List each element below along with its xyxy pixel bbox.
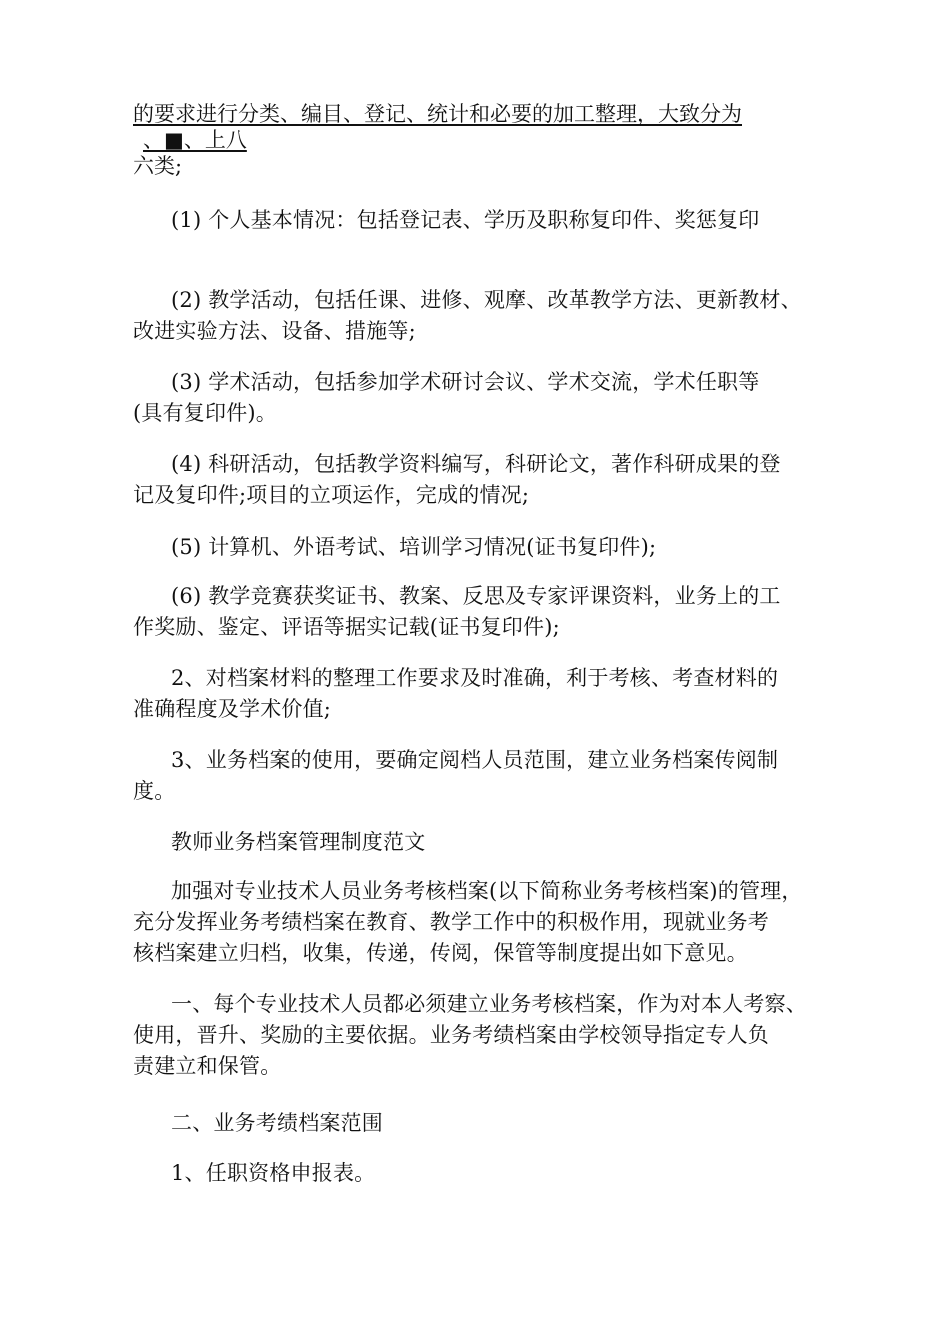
heading-line: 二、业务考绩档案范围 — [171, 1111, 383, 1135]
paragraph-line: 使用，晋升、奖励的主要依据。业务考绩档案由学校领导指定专人负 — [133, 1023, 769, 1047]
paragraph-line: 准确程度及学术价值; — [133, 697, 332, 721]
paragraph-line: 2、对档案材料的整理工作要求及时准确，利于考核、考查材料的 — [171, 666, 779, 690]
list-item-1 — [133, 205, 838, 236]
point-3 — [133, 745, 838, 807]
list-item-line: (5) 计算机、外语考试、培训学习情况(证书复印件); — [171, 535, 657, 559]
list-item-line: (1) 个人基本情况：包括登记表、学历及职称复印件、奖惩复印 — [171, 208, 760, 232]
list-item-line: (4) 科研活动，包括教学资料编写，科研论文，著作科研成果的登 — [171, 452, 781, 476]
paragraph-line: 加强对专业技术人员业务考核档案(以下简称业务考核档案)的管理， — [171, 879, 803, 903]
list-item-line: (6) 教学竞赛获奖证书、教案、反思及专家评课资料，业务上的工 — [171, 584, 781, 608]
paragraph-line: 责建立和保管。 — [133, 1054, 282, 1078]
paragraph-line: 3、业务档案的使用，要确定阅档人员范围，建立业务档案传阅制 — [171, 748, 779, 772]
list-item-line: 记及复印件;项目的立项运作，完成的情况; — [133, 483, 530, 507]
list-item-line: (2) 教学活动，包括任课、进修、观摩、改革教学方法、更新教材、 — [171, 288, 802, 312]
intro-line-3: 六类; — [133, 154, 183, 178]
paragraph-line: 充分发挥业务考绩档案在教育、教学工作中的积极作用，现就业务考 — [133, 910, 769, 934]
intro-line-2: 、■、上八 — [143, 128, 247, 152]
section-title — [133, 827, 838, 858]
article-2-item-1 — [133, 1158, 838, 1189]
paragraph-line: 度。 — [133, 779, 176, 803]
heading-line: 教师业务档案管理制度范文 — [171, 830, 426, 854]
list-item-line: 改进实验方法、设备、措施等; — [133, 319, 416, 343]
list-item-line: (具有复印件)。 — [133, 401, 277, 425]
section-intro — [133, 876, 838, 969]
paragraph-line: 1、任职资格申报表。 — [171, 1161, 376, 1185]
article-2-title — [133, 1108, 838, 1139]
article-1 — [133, 989, 838, 1082]
paragraph-line: 一、每个专业技术人员都必须建立业务考核档案，作为对本人考察、 — [171, 992, 807, 1016]
intro-line-1: 的要求进行分类、编目、登记、统计和必要的加工整理，大致分为 — [133, 102, 742, 126]
intro-block — [133, 100, 833, 180]
paragraph-line: 核档案建立归档，收集，传递，传阅，保管等制度提出如下意见。 — [133, 941, 748, 965]
list-item-5 — [133, 532, 838, 563]
list-item-line: 作奖励、鉴定、评语等据实记载(证书复印件); — [133, 615, 560, 639]
list-item-3 — [133, 367, 838, 429]
point-2 — [133, 663, 838, 725]
list-item-2 — [133, 285, 838, 347]
list-item-4 — [133, 449, 838, 511]
list-item-6 — [133, 581, 838, 643]
list-item-line: (3) 学术活动，包括参加学术研讨会议、学术交流，学术任职等 — [171, 370, 760, 394]
